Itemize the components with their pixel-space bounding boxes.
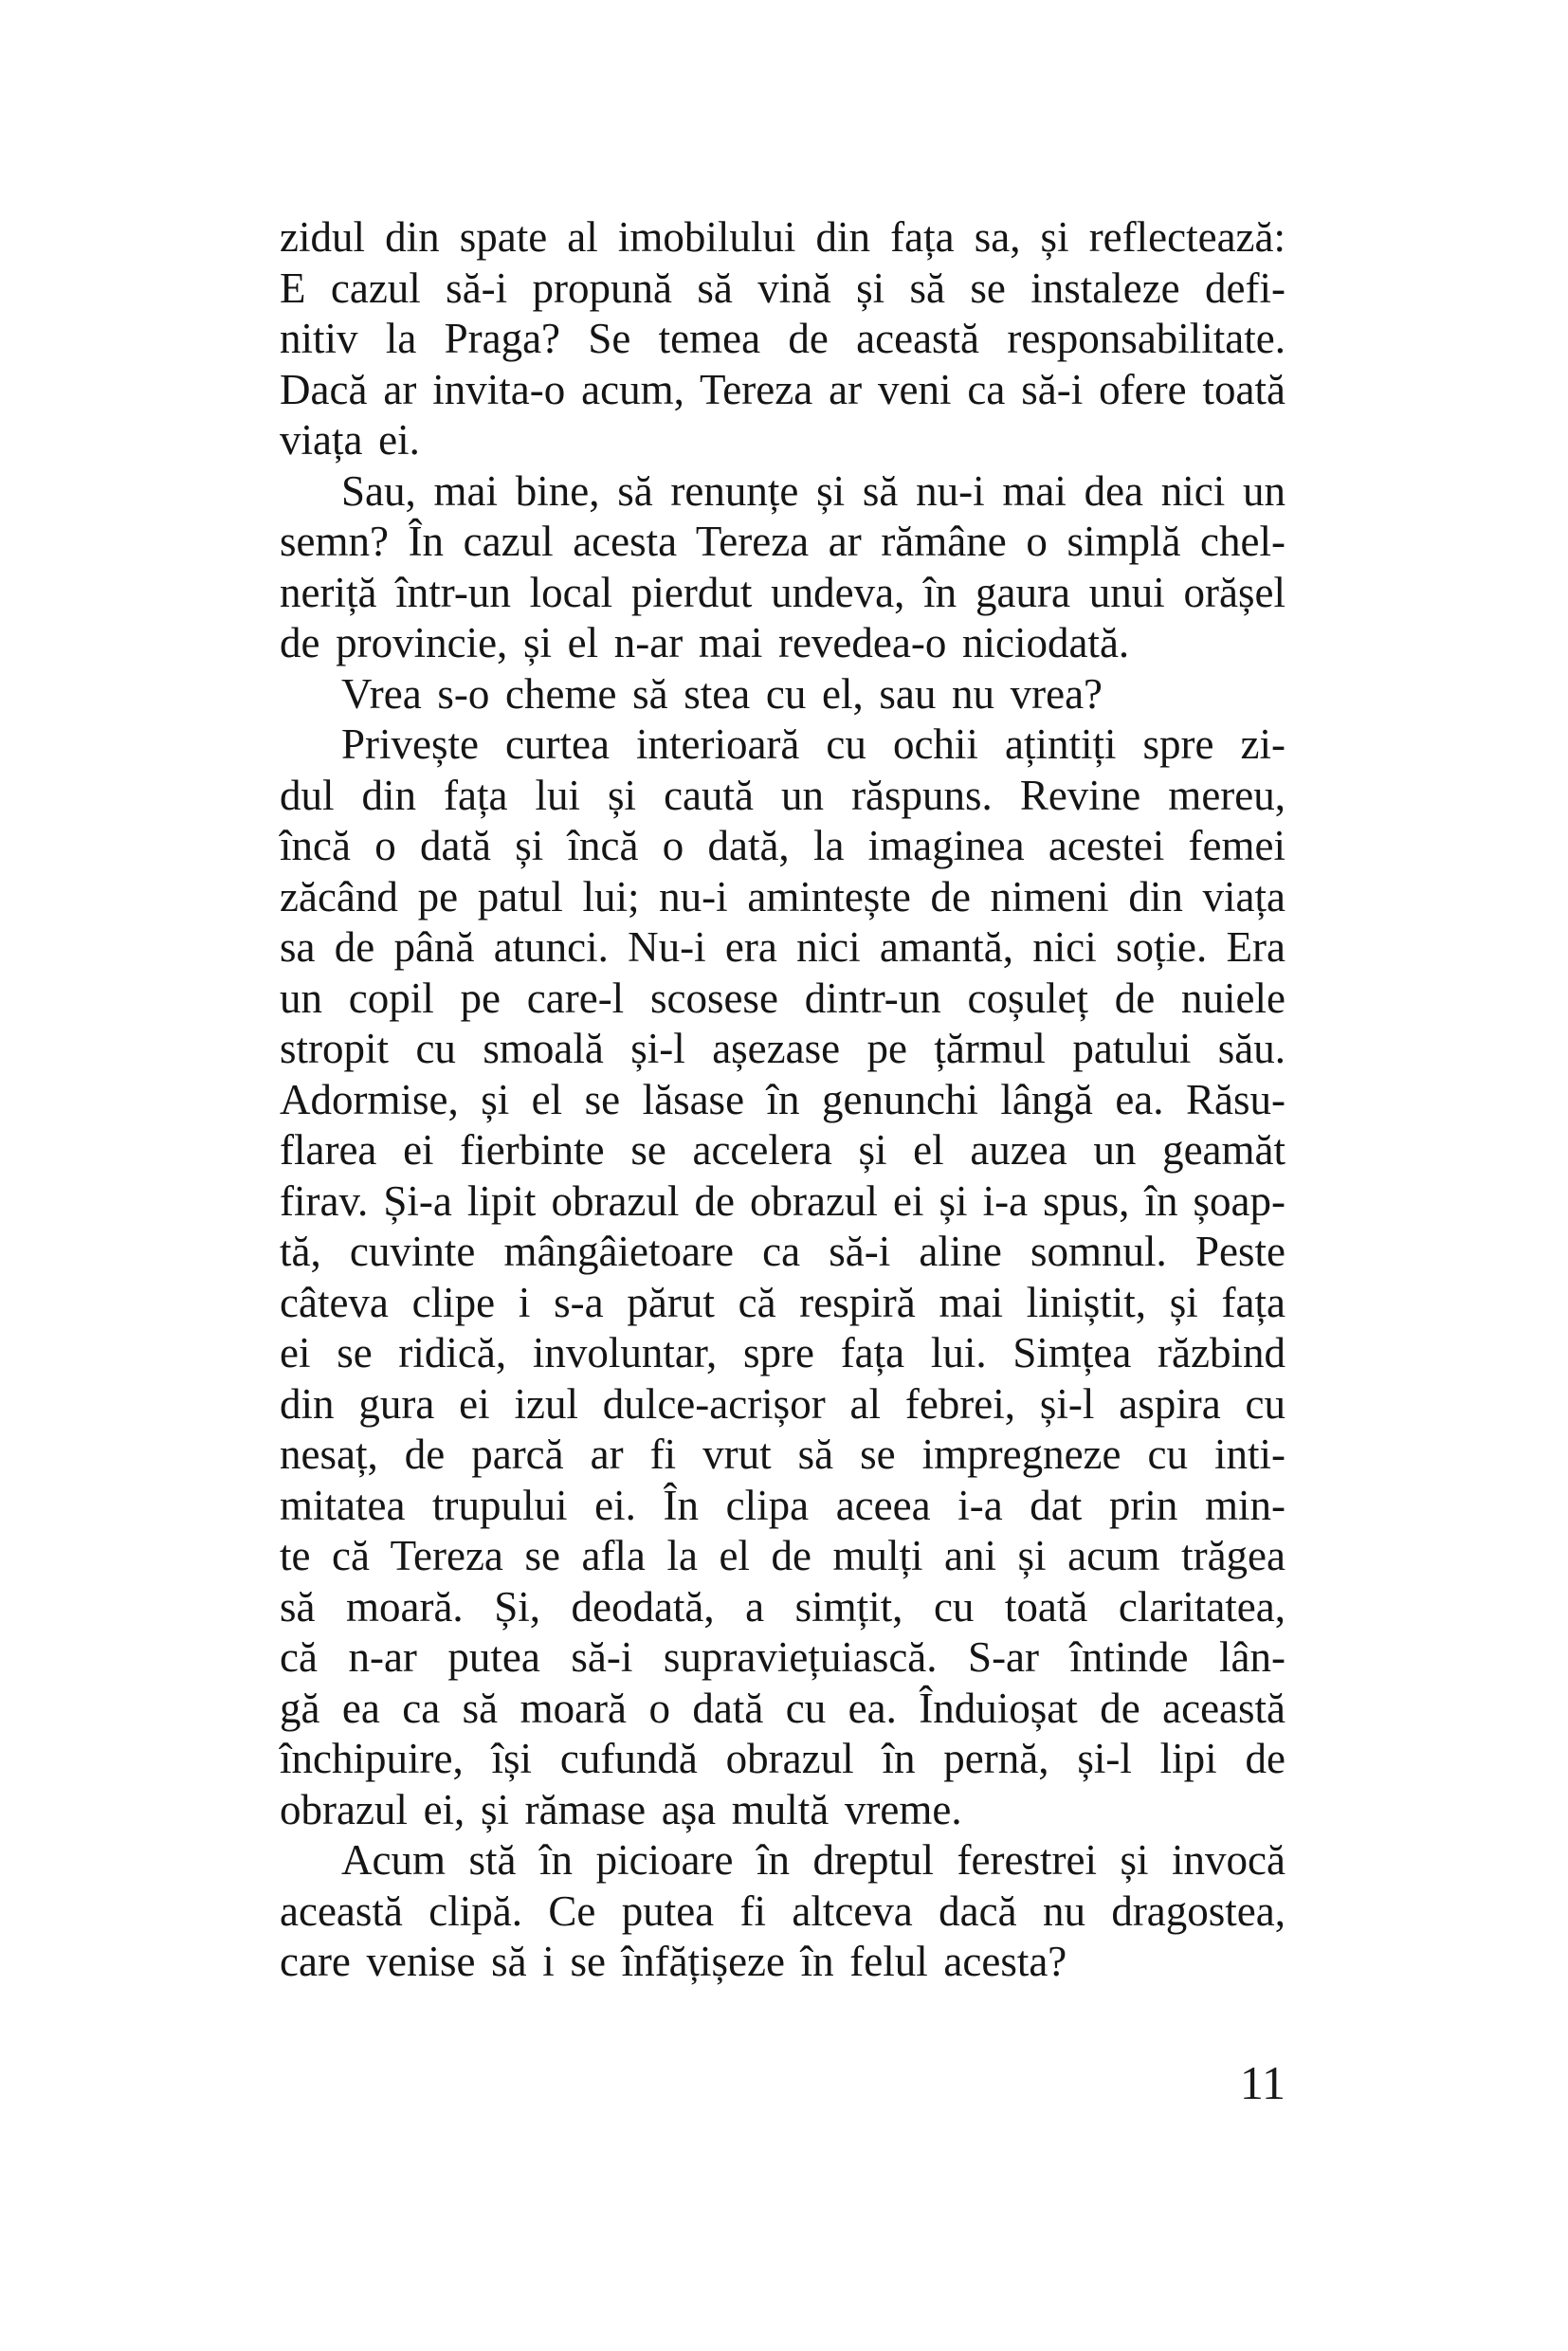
text-line: nitiv la Praga? Se temea de această responsabilitate. xyxy=(280,315,1285,362)
body-text xyxy=(280,212,1285,1988)
text-line: gă ea ca să moară o dată cu ea. Înduioșat de această xyxy=(280,1684,1285,1732)
text-line: dul din fața lui și caută un răspuns. Revine mereu, xyxy=(280,771,1285,819)
text-line: Sau, mai bine, să renunțe și să nu-i mai dea nici un xyxy=(341,466,1285,515)
text-line: ei se ridică, involuntar, spre fața lui. Simțea răzbind xyxy=(280,1329,1285,1376)
text-line: nesaț, de parcă ar fi vrut să se impregneze cu inti- xyxy=(280,1431,1285,1478)
text-line: zăcând pe patul lui; nu-i amintește de nimeni din viața xyxy=(280,872,1285,920)
text-line: Acum stă în picioare în dreptul ferestrei și invocă xyxy=(341,1836,1285,1884)
text-line: obrazul ei, și rămase așa multă vreme. xyxy=(280,1785,962,1833)
text-line: care venise să i se înfățișeze în felul acesta? xyxy=(280,1938,1067,1985)
text-line: câteva clipe i s-a părut că respiră mai liniștit, și fața xyxy=(280,1278,1285,1326)
text-line: un copil pe care-l scosese dintr-un coșuleț de nuiele xyxy=(280,974,1285,1022)
text-line: semn? În cazul acesta Tereza ar rămâne o simplă chel- xyxy=(280,518,1285,565)
text-line: viața ei. xyxy=(280,416,420,464)
text-line: încă o dată și încă o dată, la imaginea acestei femei xyxy=(280,822,1285,869)
text-line: te că Tereza se afla la el de mulți ani și acum trăgea xyxy=(280,1532,1285,1579)
text-line: închipuire, își cufundă obrazul în pernă, și-l lipi de xyxy=(280,1735,1285,1782)
text-line: Dacă ar invita-o acum, Tereza ar veni ca să-i ofere toată xyxy=(280,365,1285,413)
text-line: neriță într-un local pierdut undeva, în gaura unui orășel xyxy=(280,568,1285,616)
text-line: că n-ar putea să-i supraviețuiască. S-ar întinde lân- xyxy=(280,1633,1285,1681)
text-line: de provincie, și el n-ar mai revedea-o niciodată. xyxy=(280,619,1130,666)
text-line: stropit cu smoală și-l așezase pe țărmul patului său. xyxy=(280,1025,1285,1072)
text-line: flarea ei fierbinte se accelera și el auzea un geamăt xyxy=(280,1126,1285,1174)
text-line: Adormise, și el se lăsase în genunchi lângă ea. Răsu- xyxy=(280,1075,1285,1123)
text-line: E cazul să-i propună să vină și să se instaleze defi- xyxy=(280,264,1285,312)
text-line: mitatea trupului ei. În clipa aceea i-a dat prin min- xyxy=(280,1481,1285,1529)
text-line: această clipă. Ce putea fi altceva dacă nu dragostea, xyxy=(280,1886,1285,1935)
text-line: Vrea s-o cheme să stea cu el, sau nu vrea? xyxy=(341,669,1103,718)
text-line: tă, cuvinte mângâietoare ca să-i aline somnul. Peste xyxy=(280,1228,1285,1275)
text-line: sa de până atunci. Nu-i era nici amantă, nici soție. Era xyxy=(280,923,1285,971)
text-line: să moară. Și, deodată, a simțit, cu toată claritatea, xyxy=(280,1582,1285,1631)
text-line: din gura ei izul dulce-acrișor al febrei, și-l aspira cu xyxy=(280,1379,1285,1428)
text-line: zidul din spate al imobilului din fața sa, și reflectează: xyxy=(280,213,1285,261)
text-line: firav. Și-a lipit obrazul de obrazul ei și i-a spus, în șoap- xyxy=(280,1176,1285,1225)
page-number: 11 xyxy=(1239,2056,1285,2109)
text-line: Privește curtea interioară cu ochii ațintiți spre zi- xyxy=(341,720,1285,768)
